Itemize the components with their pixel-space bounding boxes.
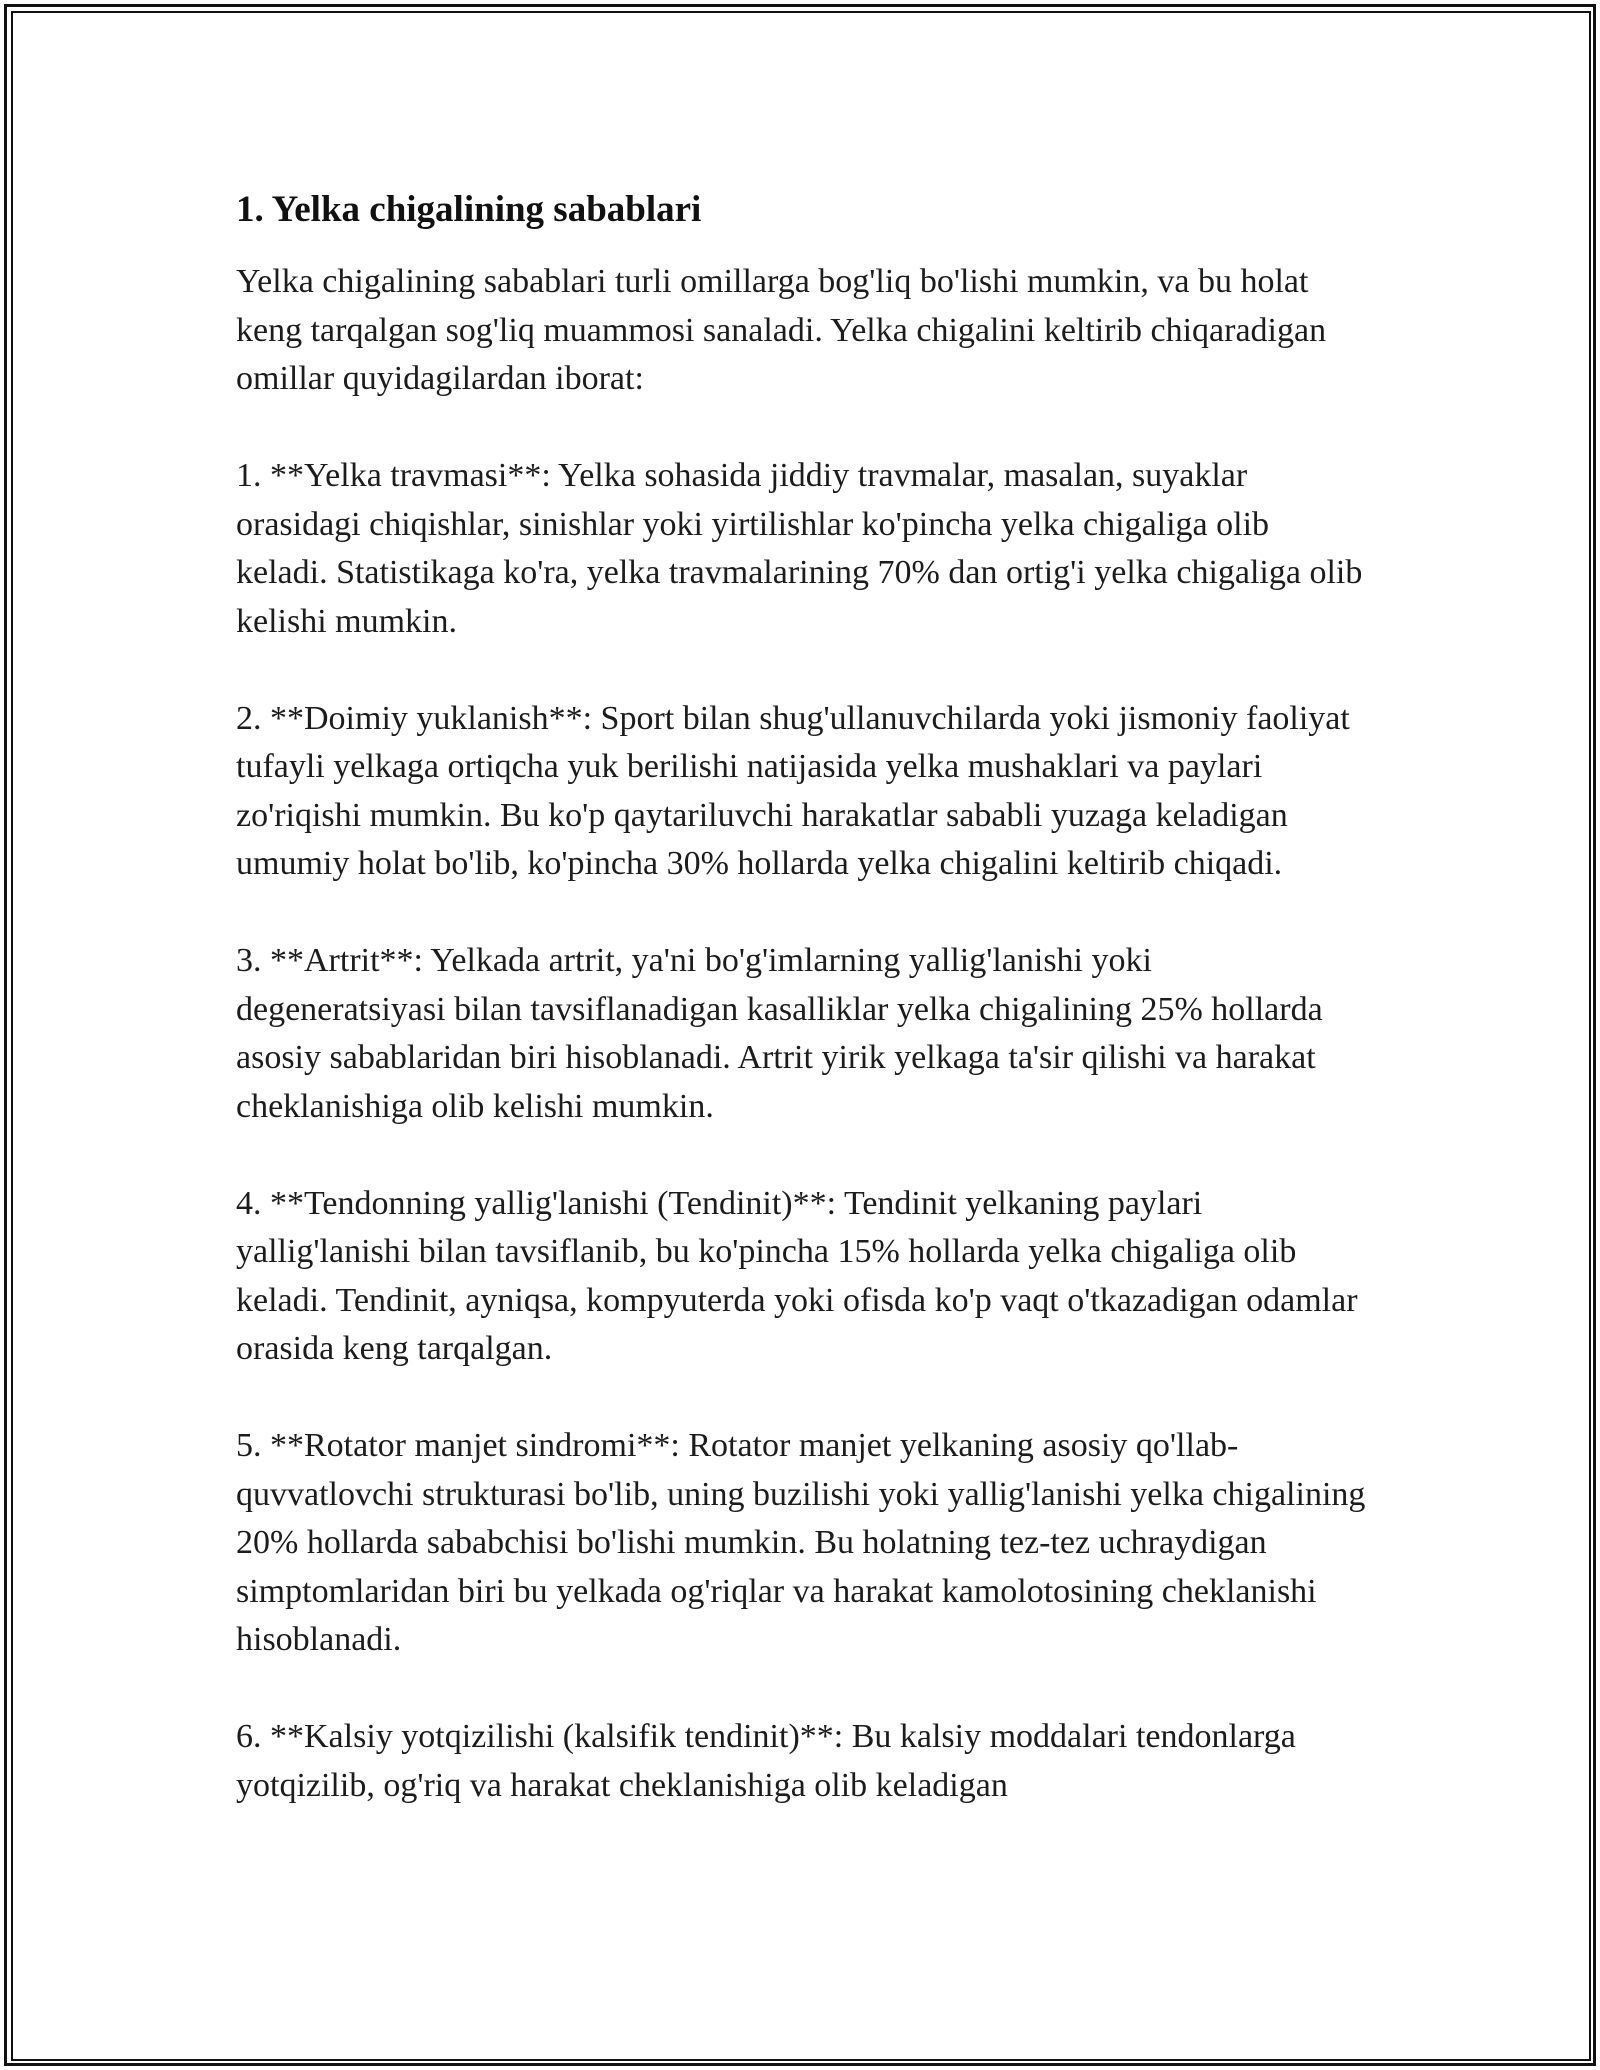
section-heading: 1. Yelka chigalining sabablari bbox=[236, 189, 702, 230]
list-item: 6. **Kalsiy yotqizilishi (kalsifik tendinit)**: Bu kalsiy moddalari tendonlarga yotqizilib, og'riq va harakat cheklanishiga olib keladigan bbox=[236, 1718, 1296, 1804]
list-item: 4. **Tendonning yallig'lanishi (Tendinit)**: Tendinit yelkaning paylari yallig'lanishi bilan tavsiflanib, bu ko'pincha 15% hollarda yelka chigaliga olib keladi. Tendinit, ayniqsa, kompyuterda yoki ofisda ko'p vaqt o'tkazadigan odamlar orasida keng tarqalgan. bbox=[236, 1184, 1358, 1367]
list-item: 5. **Rotator manjet sindromi**: Rotator manjet yelkaning asosiy qo'llab-quvvatlovchi strukturasi bo'lib, uning buzilishi yoki yallig'lanishi yelka chigalining 20% hollarda sababchisi bo'lishi mumkin. Bu holatning tez-tez uchraydigan simptomlaridan biri bu yelkada og'riqlar va harakat kamolotosining cheklanishi hisoblanadi. bbox=[236, 1427, 1366, 1658]
list-item: 1. **Yelka travmasi**: Yelka sohasida jiddiy travmalar, masalan, suyaklar orasidagi chiqishlar, sinishlar yoki yirtilishlar ko'pincha yelka chigaliga olib keladi. Statistikaga ko'ra, yelka travmalarining 70% dan ortig'i yelka chigaliga olib kelishi mumkin. bbox=[236, 457, 1363, 640]
list-item: 3. **Artrit**: Yelkada artrit, ya'ni bo'g'imlarning yallig'lanishi yoki degeneratsiyasi bilan tavsiflanadigan kasalliklar yelka chigalining 25% hollarda asosiy sabablaridan biri hisoblanadi. Artrit yirik yelkaga ta'sir qilishi va harakat cheklanishiga olib kelishi mumkin. bbox=[236, 942, 1323, 1125]
document-body bbox=[236, 186, 1366, 1859]
intro-paragraph: Yelka chigalining sabablari turli omillarga bog'liq bo'lishi mumkin, va bu holat keng tarqalgan sog'liq muammosi sanaladi. Yelka chigalini keltirib chiqaradigan omillar quyidagilardan iborat: bbox=[236, 263, 1327, 397]
list-item: 2. **Doimiy yuklanish**: Sport bilan shug'ullanuvchilarda yoki jismoniy faoliyat tufayli yelkaga ortiqcha yuk berilishi natijasida yelka mushaklari va paylari zo'riqishi mumkin. Bu ko'p qaytariluvchi harakatlar sababli yuzaga keladigan umumiy holat bo'lib, ko'pincha 30% hollarda yelka chigalini keltirib chiqadi. bbox=[236, 699, 1350, 882]
